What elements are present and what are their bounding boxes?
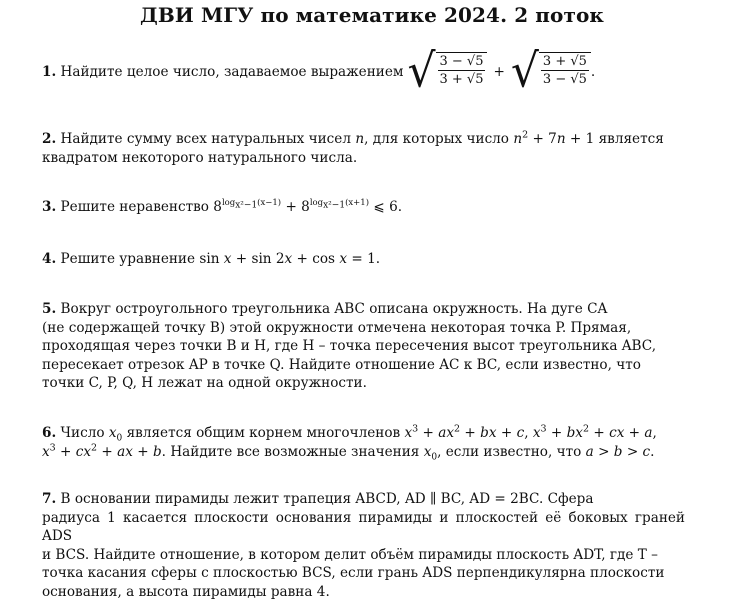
problem-line: и BCS. Найдите отношение, в котором делит объём пирамиды плоскость ADT, где T – (42, 546, 658, 563)
problem-text: Найдите сумму всех натуральных чисел (60, 131, 351, 147)
problem-number: 7. (42, 491, 57, 507)
problem-number: 6. (42, 425, 57, 441)
problem-line: Вокруг остроугольного треугольника ABC описана окружность. На дуге CA (60, 301, 608, 317)
problem-line: пересекает отрезок AP в точке Q. Найдите отношение AC к BC, если известно, что (42, 356, 641, 373)
problem-text: Найдите все возможные значения (170, 443, 420, 460)
problem-text: , если известно, что (437, 443, 582, 460)
problem-4: 4. Решите уравнение sin x + sin 2x + cos x = 1. (42, 251, 381, 267)
page-title: ДВИ МГУ по математике 2024. 2 поток (140, 3, 604, 27)
problem-text: Решите неравенство (60, 199, 209, 215)
problem-line: (не содержащей точку B) этой окружности отмечена некоторая точка P. Прямая, (42, 319, 632, 336)
problem-line: точка касания сферы с плоскостью BCS, если грань ADS перпендикулярна плоскости (42, 565, 665, 581)
problem-line: В основании пирамиды лежит трапеция ABCD, AD ∥ BC, AD = 2BC. Сфера (60, 491, 594, 507)
problem-text: , для которых число (364, 131, 509, 147)
problem-2: 2. Найдите сумму всех натуральных чисел n, для которых число $n^2 + 7n + 1$ является квадратом некоторого натурального числа. (42, 129, 664, 166)
problem-5 (42, 300, 685, 393)
problem-text: является общим корнем многочленов (126, 425, 401, 441)
problem-text: Число (60, 425, 105, 441)
problem-7 (42, 490, 685, 601)
problem-number: 4. (42, 251, 57, 267)
problem-line: точки C, P, Q, H лежат на одной окружности. (42, 375, 367, 391)
problem-text: является (598, 131, 664, 147)
problem-text: Найдите целое число, задаваемое выражением (60, 63, 404, 80)
problem-line: радиуса 1 касается плоскости основания пирамиды и плоскостей её боковых граней ADS (42, 509, 685, 544)
problem-6: 6. Число $x_0$ является общим корнем многочленов $x^3 + ax^2$ + bx + c, $x^3 + bx^2$ + cx + a, $x^3 + cx^2$ + ax + b. Найдите все возможные значения $x_0$, если известно, что a > b > c. (42, 423, 657, 463)
problem-1 (42, 44, 685, 99)
problem-text: Решите уравнение (60, 251, 196, 267)
problem-number: 5. (42, 301, 57, 317)
problem-line: проходящая через точки B и H, где H – точка пересечения высот треугольника ABC, (42, 338, 657, 354)
problem-number: 3. (42, 199, 57, 215)
problem-number: 2. (42, 131, 57, 147)
problem-3: 3. Решите неравенство $8^{log_{x^2-1}(x-1)} + 8^{log_{x^2-1}(x+1)}$ ⩽ 6. (42, 198, 403, 215)
problem-text: квадратом некоторого натурального числа. (42, 149, 358, 166)
problem-number: 1. (42, 63, 57, 80)
problem-line: основания, а высота пирамиды равна 4. (42, 583, 330, 600)
expression: √ 3 − √5 3 + √5 + √ 3 + √5 3 − √5 . (407, 44, 596, 99)
